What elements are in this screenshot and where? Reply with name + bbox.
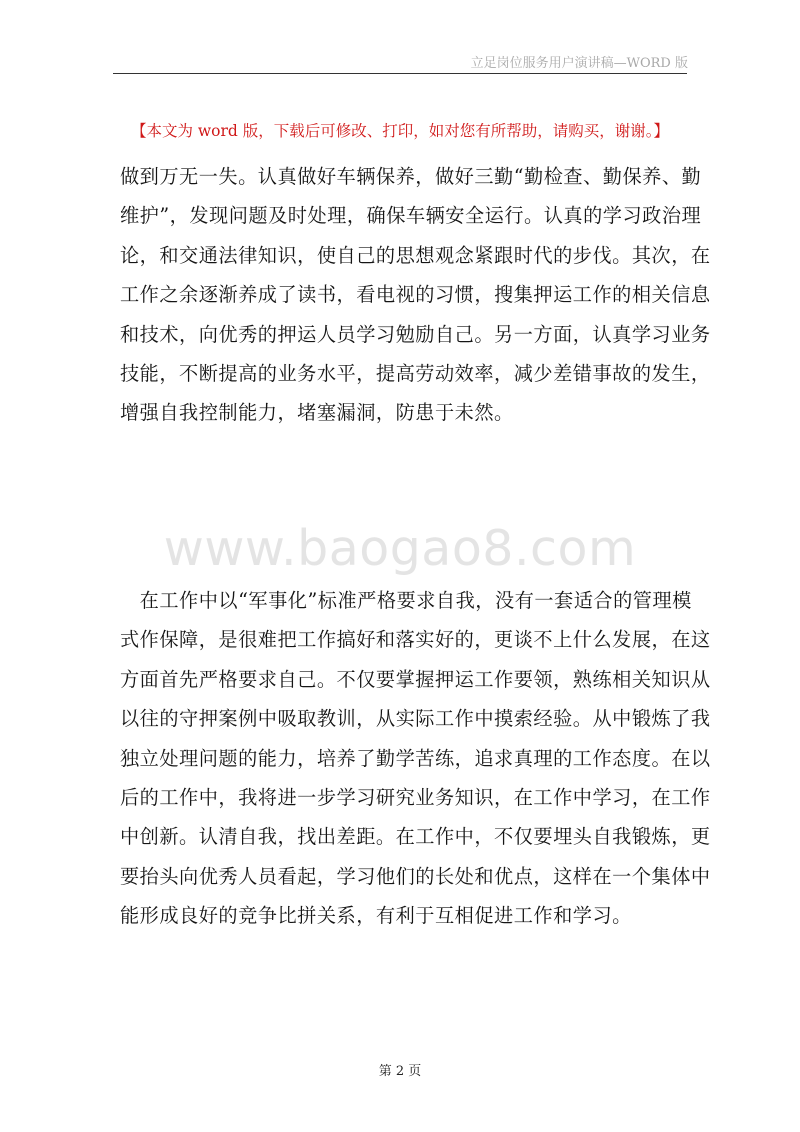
- paragraph-line: 工作之余逐渐养成了读书，看电视的习惯，搜集押运工作的相关信息: [120, 283, 711, 307]
- paragraph-line: 增强自我控制能力，堵塞漏洞，防患于未然。: [120, 401, 514, 425]
- header-divider: [113, 73, 687, 74]
- paragraph-line: 技能，不断提高的业务水平，提高劳动效率，减少差错事故的发生，: [120, 362, 711, 386]
- paragraph-line: 维护”，发现问题及时处理，确保车辆安全运行。认真的学习政治理: [120, 204, 702, 228]
- body-paragraph-2: [120, 581, 711, 936]
- page-number: 第 2 页: [378, 1064, 422, 1079]
- paragraph-line: 做到万无一失。认真做好车辆保养，做好三勤“勤检查、勤保养、勤: [120, 165, 702, 188]
- watermark: www.baogao8.com: [163, 520, 637, 577]
- header-title: 立足岗位服务用户演讲稿—WORD 版: [470, 56, 688, 71]
- paragraph-line: 后的工作中，我将进一步学习研究业务知识，在工作中学习，在工作: [120, 786, 711, 810]
- paragraph-line: 式作保障，是很难把工作搞好和落实好的，更谈不上什么发展，在这: [120, 628, 711, 652]
- paragraph-line: 要抬头向优秀人员看起，学习他们的长处和优点，这样在一个集体中: [120, 864, 711, 888]
- paragraph-line: 论，和交通法律知识，使自己的思想观念紧跟时代的步伐。其次，在: [120, 243, 711, 267]
- paragraph-line: 在工作中以“军事化”标准严格要求自我，没有一套适合的管理模: [120, 589, 692, 612]
- paragraph-line: 中创新。认清自我，找出差距。在工作中，不仅要埋头自我锻炼，更: [120, 825, 711, 849]
- purchase-notice: 【本文为 word 版，下载后可修改、打印，如对您有所帮助，请购买，谢谢。】: [130, 122, 670, 140]
- paragraph-line: 能形成良好的竞争比拼关系，有利于互相促进工作和学习。: [120, 904, 632, 928]
- paragraph-line: 和技术，向优秀的押运人员学习勉励自己。另一方面，认真学习业务: [120, 322, 711, 346]
- paragraph-line: 独立处理问题的能力，培养了勤学苦练，追求真理的工作态度。在以: [120, 746, 711, 770]
- body-paragraph-1: [120, 157, 711, 433]
- paragraph-line: 方面首先严格要求自己。不仅要掌握押运工作要领，熟练相关知识从: [120, 667, 711, 691]
- paragraph-line: 以往的守押案例中吸取教训，从实际工作中摸索经验。从中锻炼了我: [120, 707, 711, 731]
